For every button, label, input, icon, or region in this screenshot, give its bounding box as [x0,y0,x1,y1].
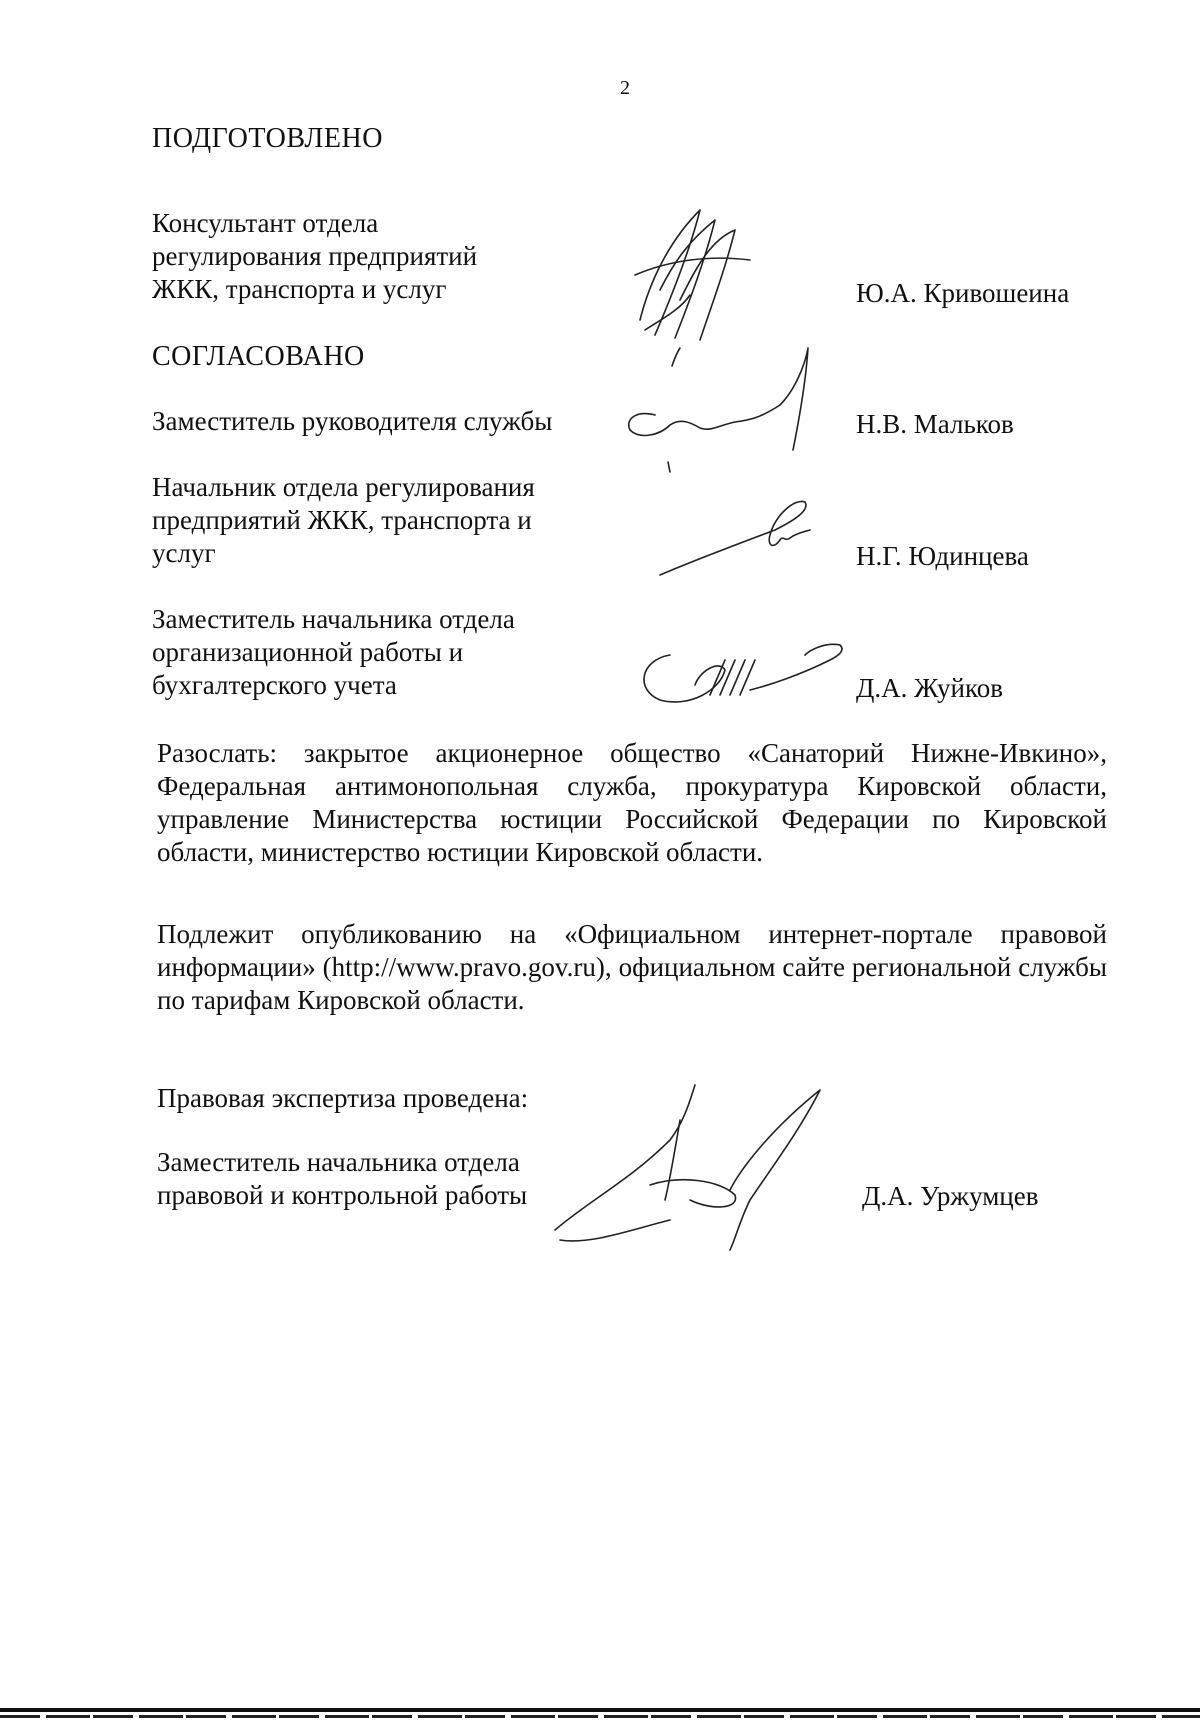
legal-review-position-line: Заместитель начальника отдела [157,1147,520,1177]
signature-malkov [610,340,840,480]
signer-position-line: предприятий ЖКК, транспорта и [152,505,532,535]
signer-position-line: Заместитель руководителя службы [152,406,553,436]
agreed-heading: СОГЛАСОВАНО [152,341,365,372]
signer-position-line: услуг [152,538,216,568]
prepared-signer-name: Ю.А. Кривошеина [856,278,1070,308]
signer-position-line: Начальник отдела регулирования [152,472,535,502]
prepared-heading: ПОДГОТОВЛЕНО [152,123,383,154]
legal-review-heading: Правовая экспертиза проведена: [157,1083,529,1113]
distribution-paragraph: Разослать: закрытое акционерное общество «Санаторий Нижне-Ивкино», Федеральная антимонопольная служба, прокуратура Кировской области, управление Министерства юстиции Российской Федерации по Кировской области, министерство юстиции Кировской области. [157,738,1107,867]
prepared-position-line: ЖКК, транспорта и услуг [152,274,447,304]
signer-name: Н.Г. Юдинцева [856,541,1029,571]
legal-review-position-line: правовой и контрольной работы [157,1180,528,1210]
publication-paragraph: Подлежит опубликованию на «Официальном интернет-портале правовой информации» (http://www.pravo.gov.ru), официальном сайте региональной службы по тарифам Кировской области. [157,919,1107,1015]
prepared-position-line: Консультант отдела [152,208,379,238]
legal-reviewer-name: Д.А. Уржумцев [862,1181,1039,1211]
page-bottom-border-scan [0,1715,1200,1718]
signature-yudintseva [655,490,835,590]
signer-position-line: бухгалтерского учета [152,670,397,700]
signer-name: Д.А. Жуйков [856,673,1003,703]
signer-name: Н.В. Мальков [856,409,1014,439]
signature-kryvosheina [630,200,760,350]
signer-position-line: Заместитель начальника отдела [152,604,515,634]
signer-position-line: организационной работы и [152,637,464,667]
signature-zhuikov [630,630,860,710]
signature-urzhumtsev [550,1080,830,1260]
prepared-position-line: регулирования предприятий [152,241,478,271]
page-bottom-border [0,1708,1200,1712]
page-number: 2 [620,77,630,99]
